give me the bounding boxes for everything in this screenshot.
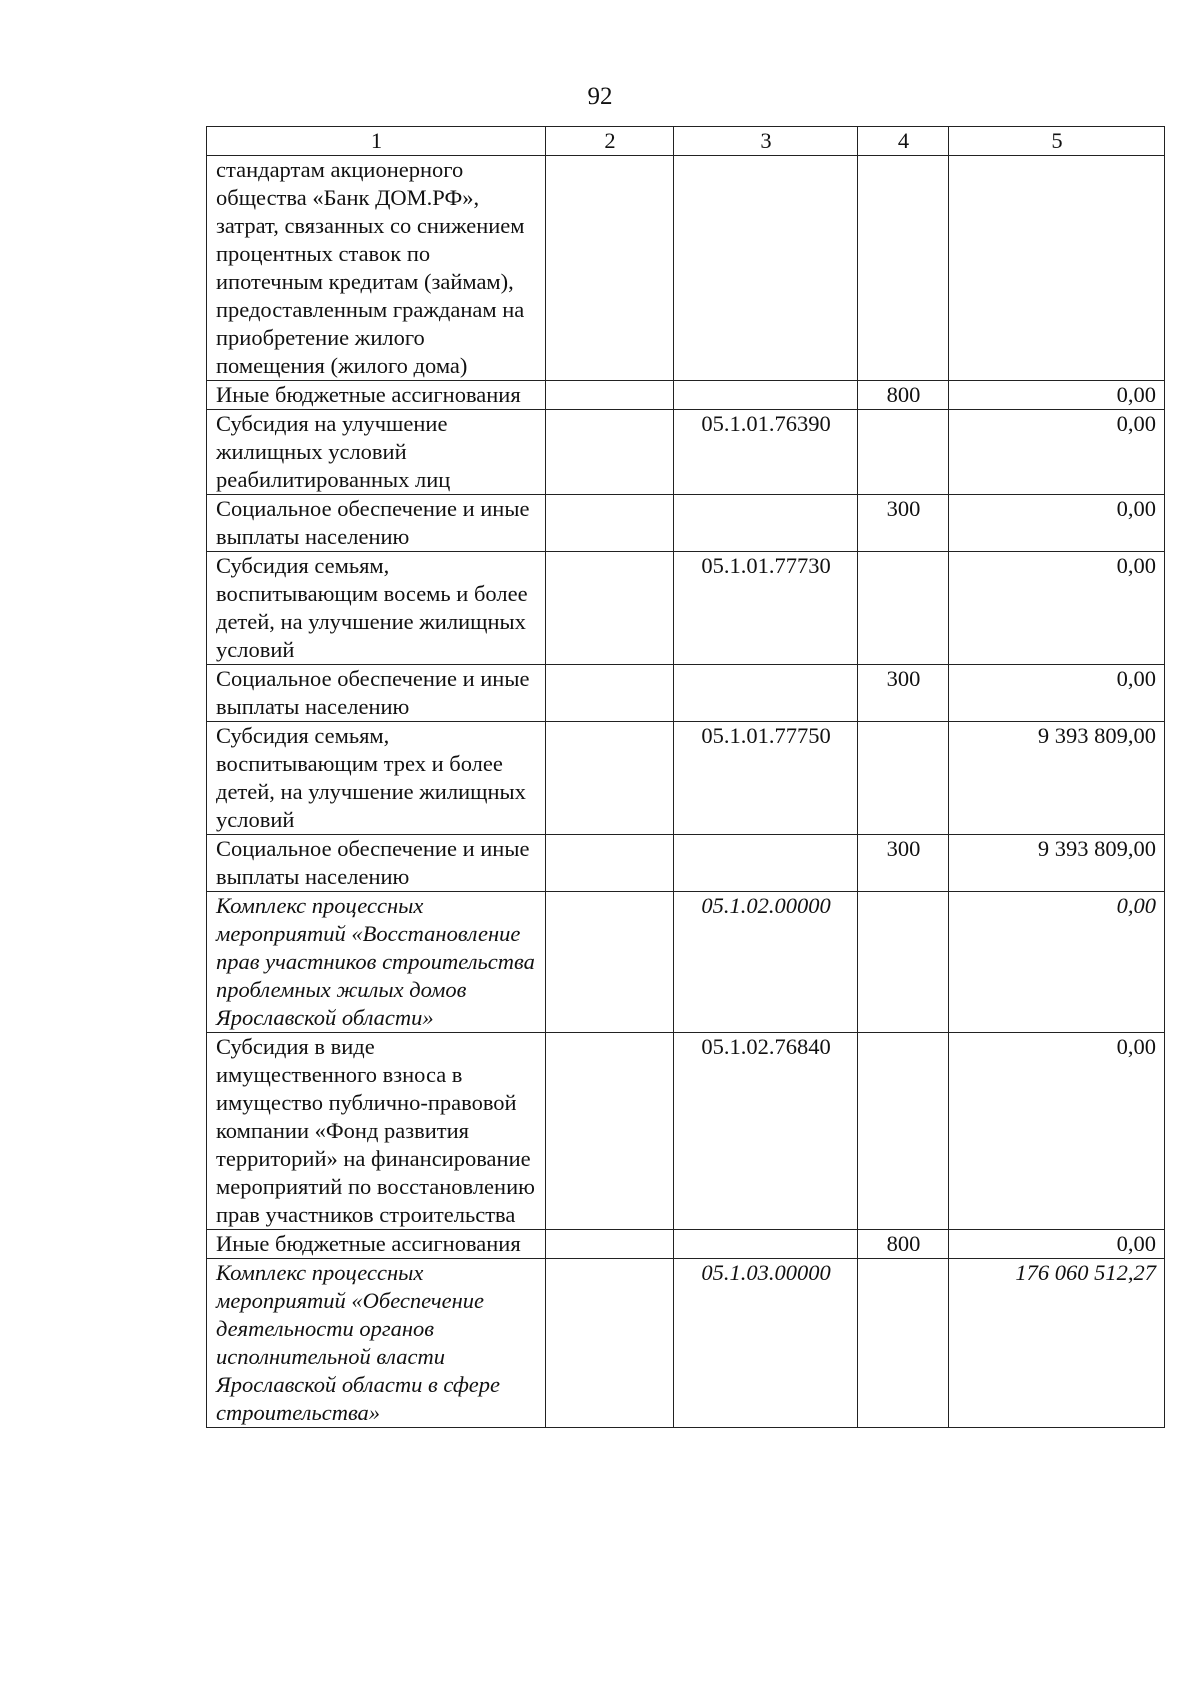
column-header-5: 5 — [949, 127, 1165, 156]
table-row — [207, 552, 1165, 665]
row-code-cell: 05.1.01.77730 — [674, 552, 858, 665]
row-name-cell: Субсидия семьям, воспитывающим трех и более детей, на улучшение жилищных условий — [207, 722, 546, 835]
row-amount-cell: 0,00 — [949, 381, 1165, 410]
table-row — [207, 1259, 1165, 1428]
row-code-cell — [674, 495, 858, 552]
row-code-cell — [674, 835, 858, 892]
row-code-cell — [674, 381, 858, 410]
row-name-cell: Социальное обеспечение и иные выплаты населению — [207, 495, 546, 552]
table-row — [207, 1230, 1165, 1259]
row-code-cell — [674, 1230, 858, 1259]
page-number: 92 — [587, 83, 613, 110]
row-type-cell — [858, 1033, 949, 1230]
table-row — [207, 381, 1165, 410]
row-col2-cell — [546, 495, 674, 552]
row-type-cell — [858, 722, 949, 835]
row-type-cell — [858, 410, 949, 495]
row-name-cell: Комплекс процессных мероприятий «Обеспечение деятельности органов исполнительной власти Ярославской области в сфере строительства» — [207, 1259, 546, 1428]
row-col2-cell — [546, 1033, 674, 1230]
row-amount-cell: 0,00 — [949, 495, 1165, 552]
column-header-3: 3 — [674, 127, 858, 156]
row-code-cell: 05.1.02.76840 — [674, 1033, 858, 1230]
row-code-cell: 05.1.02.00000 — [674, 892, 858, 1033]
column-header-1: 1 — [207, 127, 546, 156]
row-amount-cell: 0,00 — [949, 552, 1165, 665]
row-col2-cell — [546, 410, 674, 495]
row-amount-cell — [949, 156, 1165, 381]
row-col2-cell — [546, 665, 674, 722]
column-header-4: 4 — [858, 127, 949, 156]
row-col2-cell — [546, 552, 674, 665]
table-row — [207, 892, 1165, 1033]
row-type-cell: 800 — [858, 381, 949, 410]
row-name-cell: Иные бюджетные ассигнования — [207, 381, 546, 410]
table-row — [207, 410, 1165, 495]
row-type-cell: 300 — [858, 495, 949, 552]
row-name-cell: Субсидия на улучшение жилищных условий реабилитированных лиц — [207, 410, 546, 495]
row-col2-cell — [546, 835, 674, 892]
row-amount-cell: 9 393 809,00 — [949, 722, 1165, 835]
row-type-cell: 300 — [858, 665, 949, 722]
row-amount-cell: 0,00 — [949, 665, 1165, 722]
row-col2-cell — [546, 1259, 674, 1428]
row-amount-cell: 0,00 — [949, 410, 1165, 495]
row-code-cell: 05.1.03.00000 — [674, 1259, 858, 1428]
table-header-row — [207, 127, 1165, 156]
row-name-cell: Субсидия семьям, воспитывающим восемь и более детей, на улучшение жилищных условий — [207, 552, 546, 665]
row-type-cell — [858, 552, 949, 665]
row-code-cell: 05.1.01.76390 — [674, 410, 858, 495]
table-row — [207, 495, 1165, 552]
row-type-cell — [858, 156, 949, 381]
column-header-2: 2 — [546, 127, 674, 156]
row-col2-cell — [546, 156, 674, 381]
table-row — [207, 156, 1165, 381]
row-code-cell — [674, 156, 858, 381]
row-amount-cell: 0,00 — [949, 892, 1165, 1033]
row-amount-cell: 0,00 — [949, 1033, 1165, 1230]
budget-table — [206, 126, 1165, 1428]
row-name-cell: Социальное обеспечение и иные выплаты населению — [207, 665, 546, 722]
row-col2-cell — [546, 722, 674, 835]
row-amount-cell: 9 393 809,00 — [949, 835, 1165, 892]
row-name-cell: стандартам акционерного общества «Банк ДОМ.РФ», затрат, связанных со снижением процентных ставок по ипотечным кредитам (займам), предоставленным гражданам на приобретение жилого помещения (жилого дома) — [207, 156, 546, 381]
table-row — [207, 722, 1165, 835]
row-col2-cell — [546, 892, 674, 1033]
row-name-cell: Социальное обеспечение и иные выплаты населению — [207, 835, 546, 892]
row-col2-cell — [546, 1230, 674, 1259]
table-body — [207, 156, 1165, 1428]
row-name-cell: Комплекс процессных мероприятий «Восстановление прав участников строительства проблемных жилых домов Ярославской области» — [207, 892, 546, 1033]
row-type-cell: 300 — [858, 835, 949, 892]
row-name-cell: Субсидия в виде имущественного взноса в имущество публично-правовой компании «Фонд развития территорий» на финансирование мероприятий по восстановлению прав участников строительства — [207, 1033, 546, 1230]
row-type-cell — [858, 1259, 949, 1428]
table-row — [207, 665, 1165, 722]
row-type-cell — [858, 892, 949, 1033]
row-amount-cell: 0,00 — [949, 1230, 1165, 1259]
row-col2-cell — [546, 381, 674, 410]
table-row — [207, 835, 1165, 892]
table-row — [207, 1033, 1165, 1230]
row-type-cell: 800 — [858, 1230, 949, 1259]
row-name-cell: Иные бюджетные ассигнования — [207, 1230, 546, 1259]
row-amount-cell: 176 060 512,27 — [949, 1259, 1165, 1428]
row-code-cell — [674, 665, 858, 722]
row-code-cell: 05.1.01.77750 — [674, 722, 858, 835]
